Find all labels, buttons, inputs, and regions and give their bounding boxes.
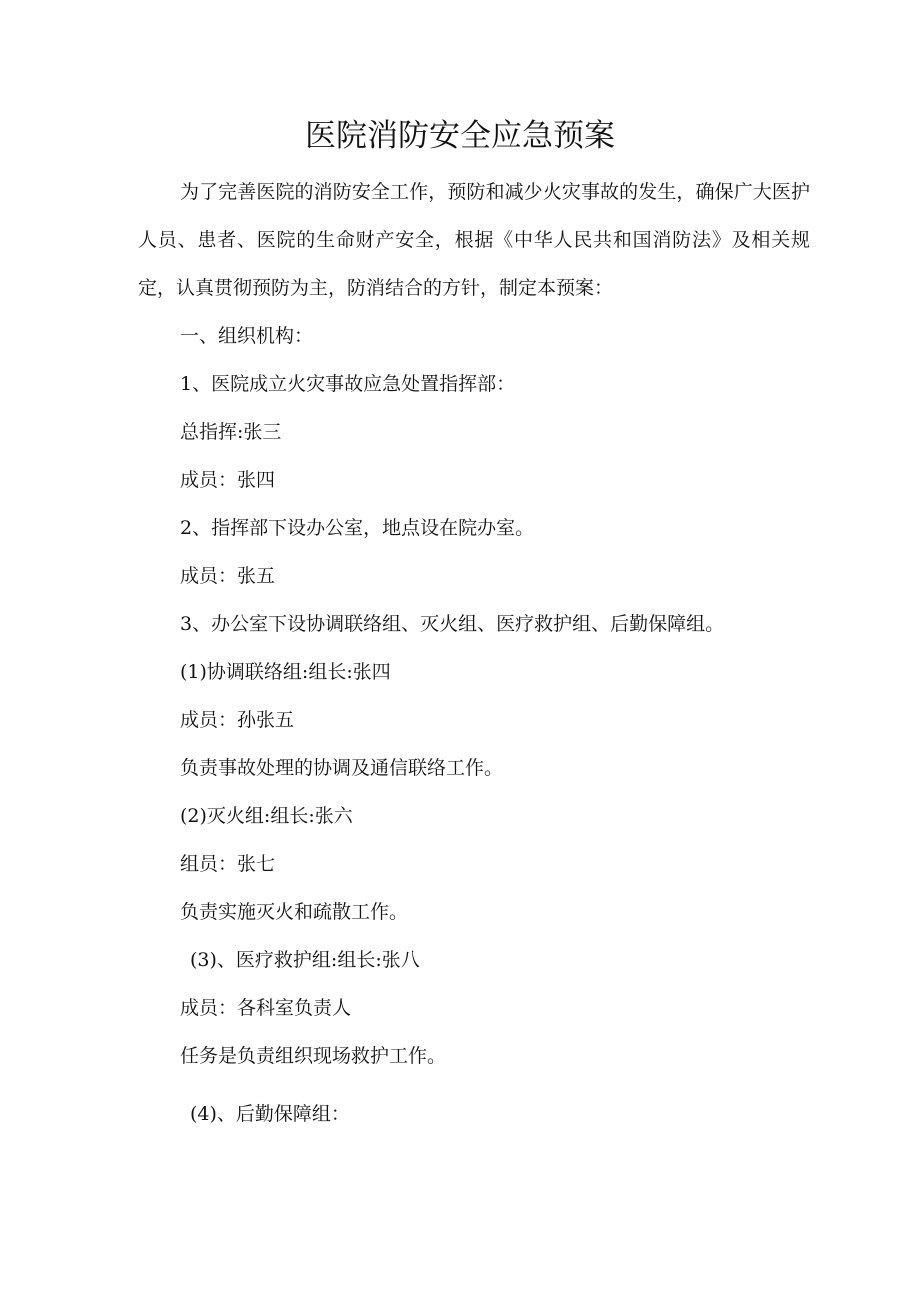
list-item: 负责事故处理的协调及通信联络工作。 <box>180 757 504 779</box>
list-item: 负责实施灭火和疏散工作。 <box>180 901 409 923</box>
list-item: 2、指挥部下设办公室，地点设在院办室。 <box>180 517 535 539</box>
section-heading-organization: 一、组织机构： <box>180 325 314 347</box>
list-item: 总指挥:张三 <box>180 421 282 443</box>
list-item: 组员：张七 <box>180 853 276 875</box>
list-item: 成员：孙张五 <box>180 709 295 731</box>
list-item: 3、办公室下设协调联络组、灭火组、医疗救护组、后勤保障组。 <box>180 613 725 635</box>
list-item: (1)协调联络组:组长:张四 <box>180 661 391 683</box>
list-item: (3)、医疗救护组:组长:张八 <box>190 949 420 971</box>
document-title: 医院消防安全应急预案 <box>305 118 615 154</box>
list-item: 任务是负责组织现场救护工作。 <box>180 1045 447 1067</box>
list-item: (2)灭火组:组长:张六 <box>180 805 353 827</box>
intro-paragraph: 为了完善医院的消防安全工作，预防和减少火灾事故的发生，确保广大医护人员、患者、医院的生命财产安全，根据《中华人民共和国消防法》及相关规定，认真贯彻预防为主，防消结合的方针，制定本预案： <box>138 181 810 299</box>
list-item: (4)、后勤保障组： <box>190 1103 350 1125</box>
list-item: 成员：各科室负责人 <box>180 997 352 1019</box>
list-item: 成员：张五 <box>180 565 276 587</box>
list-item: 1、医院成立火灾事故应急处置指挥部： <box>180 373 516 395</box>
list-item: 成员：张四 <box>180 469 276 491</box>
